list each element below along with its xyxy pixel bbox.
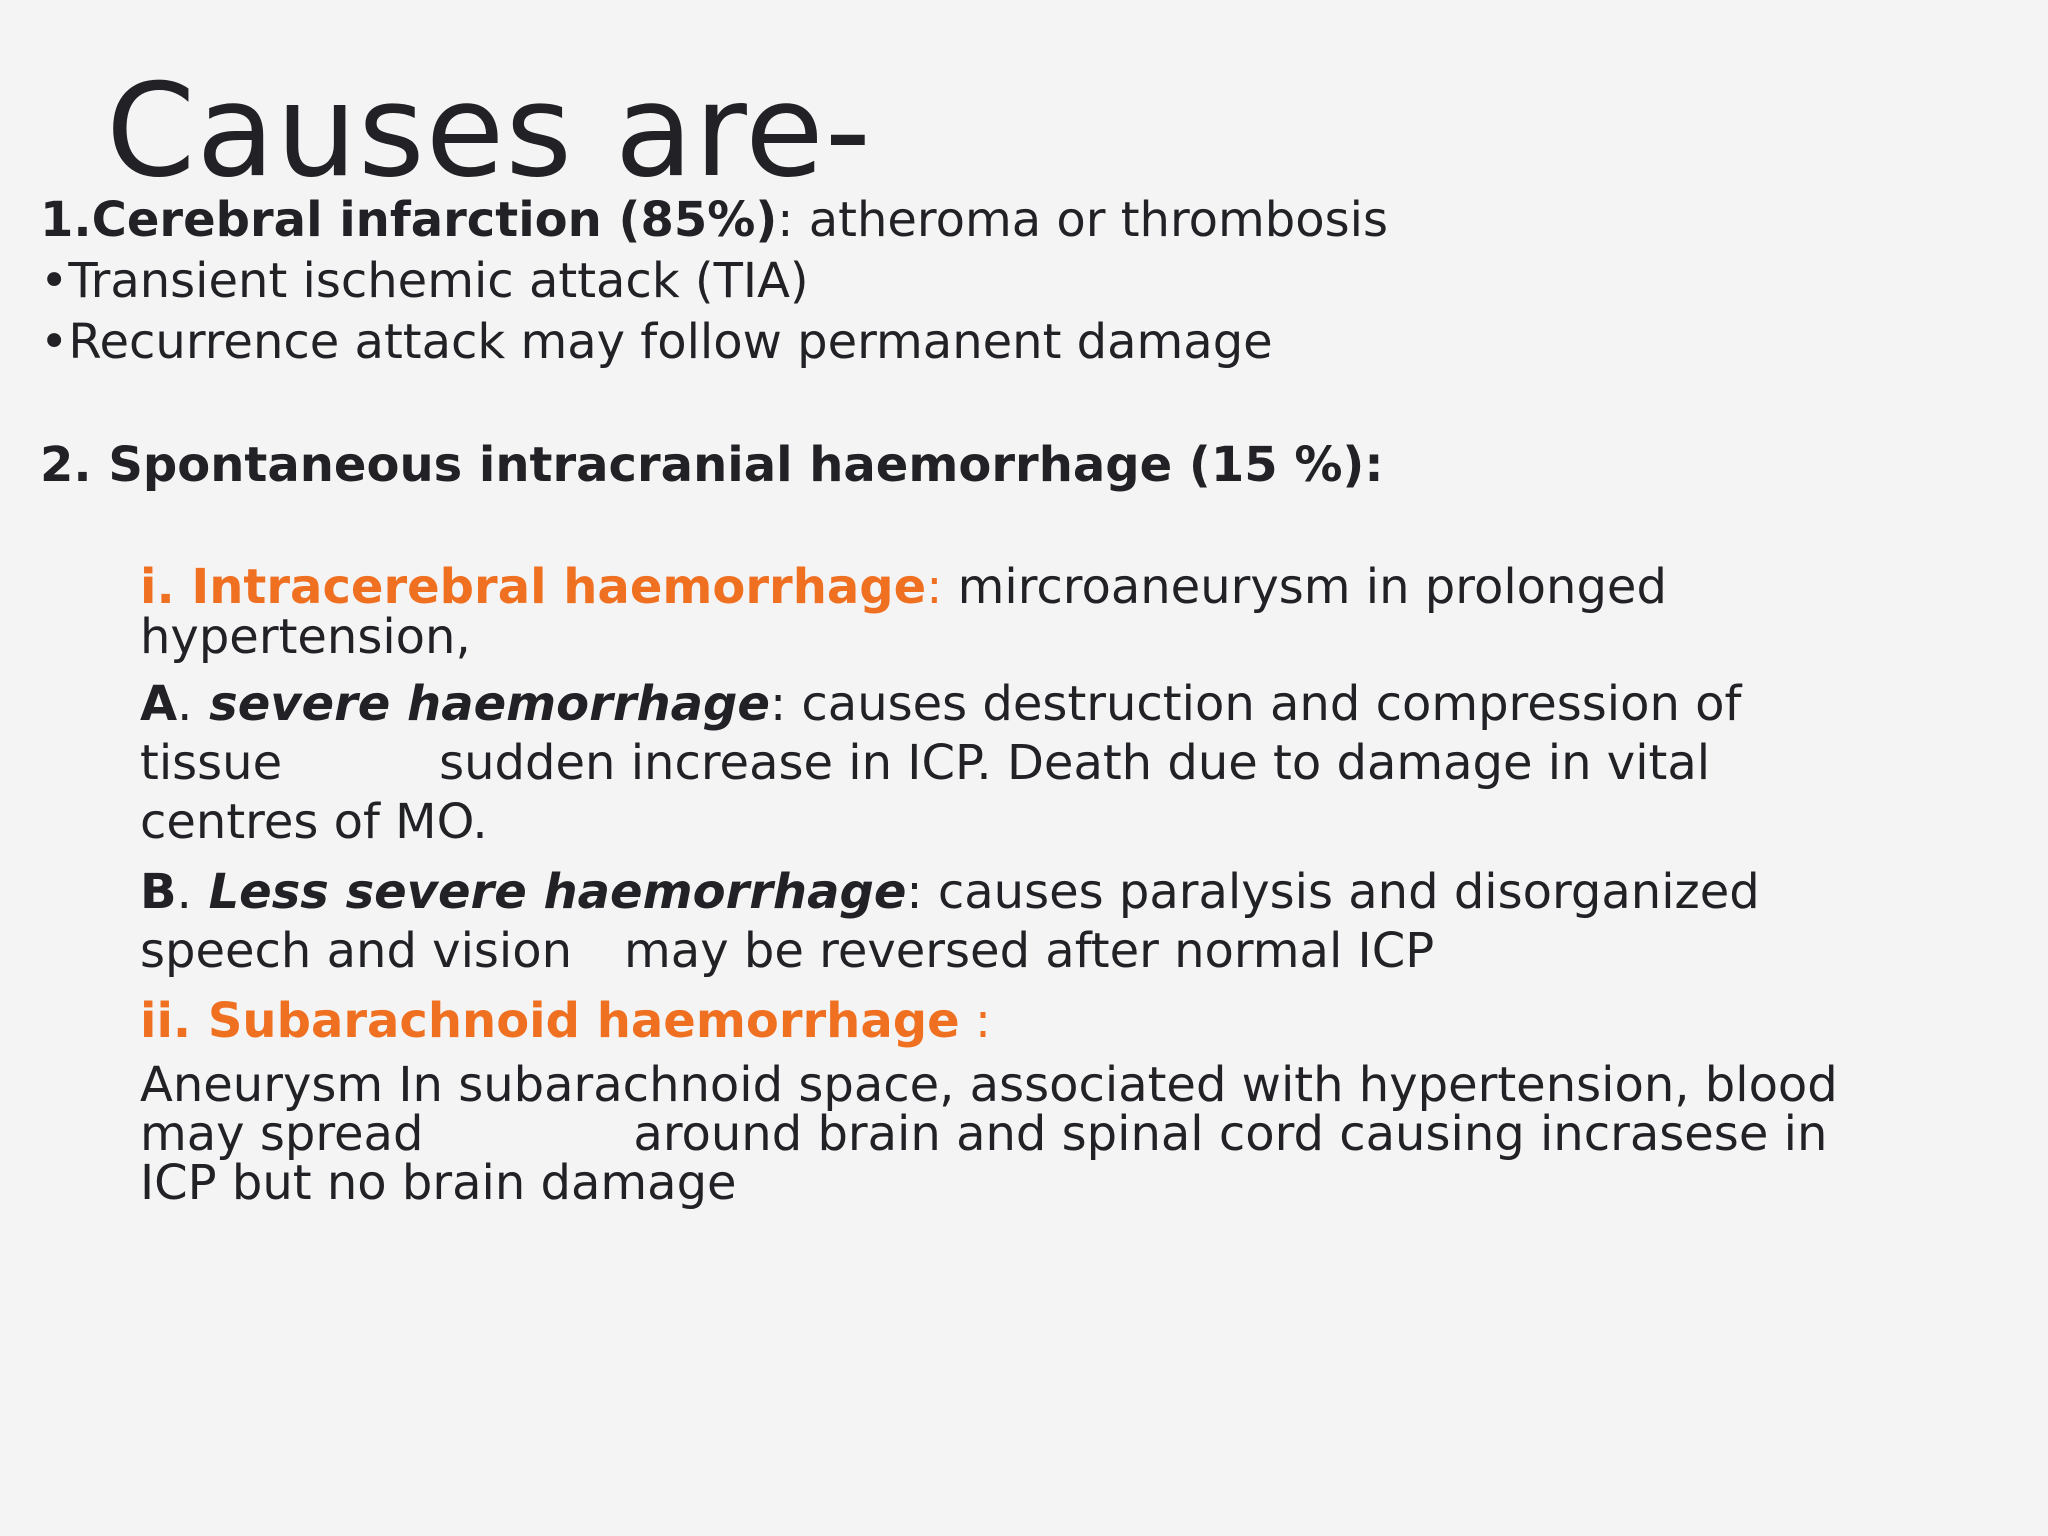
sub-b-text-2b: may be reversed after normal ICP bbox=[624, 923, 1435, 979]
sub-i-colon: : bbox=[926, 559, 943, 615]
sub-a-line1 bbox=[140, 674, 1741, 734]
sub-ii-text-3: ICP but no brain damage bbox=[140, 1155, 737, 1211]
sub-ii-label: ii. Subarachnoid haemorrhage bbox=[140, 993, 960, 1049]
sub-i-label: i. Intracerebral haemorrhage bbox=[140, 559, 927, 615]
sub-a-text-2a: tissue bbox=[140, 735, 283, 791]
sub-b-text-1: : causes paralysis and disorganized bbox=[906, 864, 1760, 920]
sub-i-text-1: mircroaneurysm in prolonged bbox=[942, 559, 1667, 615]
sub-a-text-1: : causes destruction and compression of bbox=[769, 676, 1742, 732]
slide-title: Causes are- bbox=[106, 57, 872, 206]
sub-b-dot: . bbox=[176, 864, 192, 920]
sub-a-line2 bbox=[140, 733, 1710, 793]
section1-bullet-2: •Recurrence attack may follow permanent damage bbox=[40, 314, 1273, 370]
sub-b-letter: B bbox=[140, 864, 177, 920]
section1-bullet-1: •Transient ischemic attack (TIA) bbox=[40, 253, 809, 309]
sub-ii-text-2b: around brain and spinal cord causing incrasese in bbox=[633, 1106, 1828, 1162]
sub-a-dot: . bbox=[177, 676, 193, 732]
sub-b-line2 bbox=[140, 921, 1434, 981]
sub-a-text-2b: sudden increase in ICP. Death due to damage in vital bbox=[439, 735, 1711, 791]
sub-b-text-2a: speech and vision bbox=[140, 923, 573, 979]
sub-i-text-2: hypertension, bbox=[140, 609, 471, 665]
section1-heading: 1.Cerebral infarction (85%) bbox=[40, 192, 778, 248]
section1-heading-line bbox=[40, 190, 1388, 250]
sub-b-label: Less severe haemorrhage bbox=[191, 864, 907, 920]
sub-ii-text-2a: may spread bbox=[140, 1106, 424, 1162]
section2-heading: 2. Spontaneous intracranial haemorrhage (15 %): bbox=[40, 437, 1384, 493]
sub-b-line1 bbox=[140, 862, 1760, 922]
sub-ii-line1 bbox=[140, 991, 991, 1051]
section1-heading-rest: : atheroma or thrombosis bbox=[777, 192, 1388, 248]
sub-a-letter: A bbox=[140, 676, 178, 732]
sub-a-text-3: centres of MO. bbox=[140, 794, 488, 850]
sub-ii-colon: : bbox=[959, 993, 992, 1049]
sub-a-label: severe haemorrhage bbox=[192, 676, 770, 732]
sub-ii-text-1: Aneurysm In subarachnoid space, associated with hypertension, blood bbox=[140, 1057, 1838, 1113]
